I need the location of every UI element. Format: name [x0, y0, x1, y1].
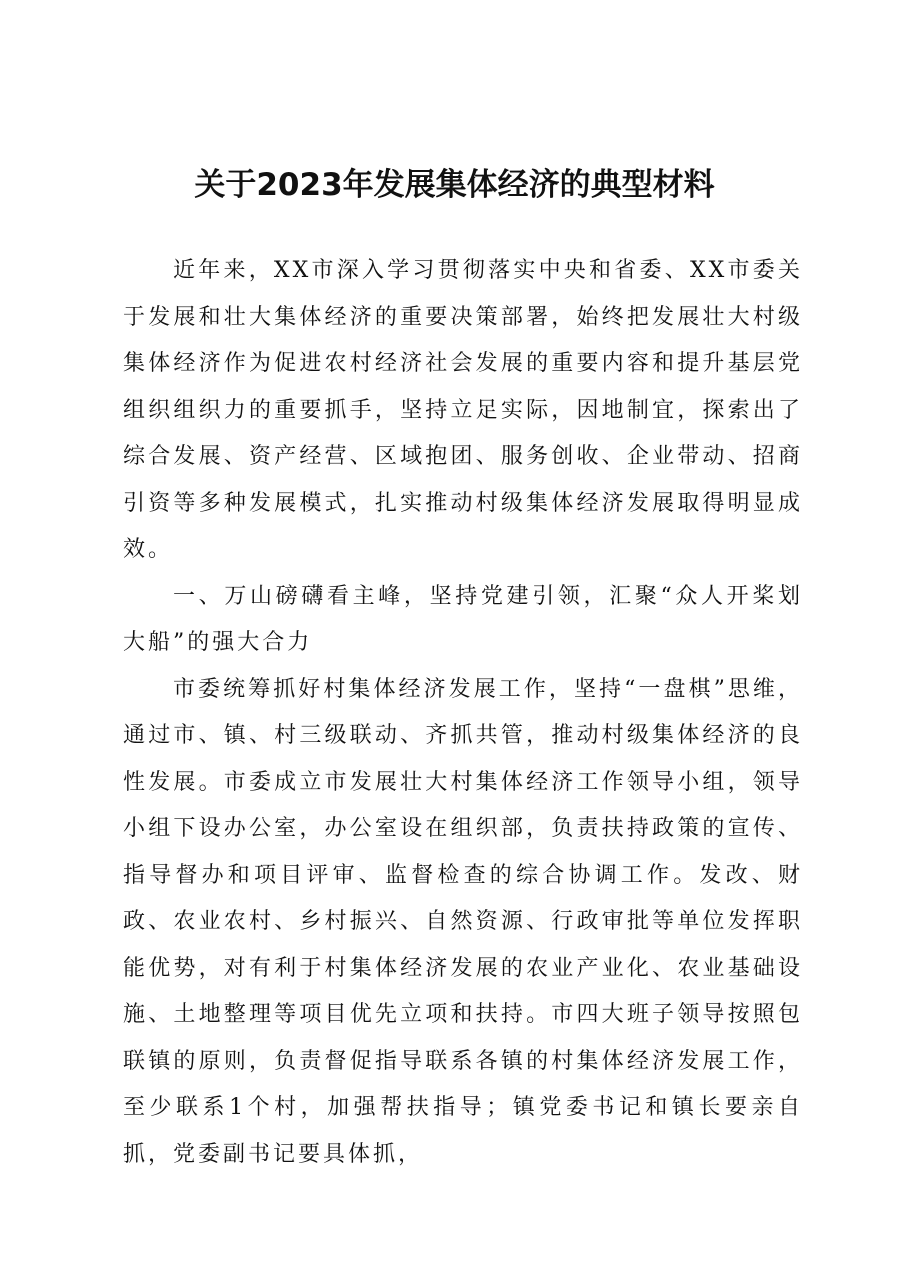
- document-title: 关于2023年发展集体经济的典型材料: [194, 167, 715, 203]
- paragraph-section-body: 市委统筹抓好村集体经济发展工作，坚持“一盘棋”思维，通过市、镇、村三级联动、齐抓共管，推动村级集体经济的良性发展。市委成立市发展壮大村集体经济工作领导小组，领导小组下设办公室，办公室设在组织部，负责扶持政策的宣传、指导督办和项目评审、监督检查的综合协调工作。发改、财政、农业农村、乡村振兴、自然资源、行政审批等单位发挥职能优势，对有利于村集体经济发展的农业产业化、农业基础设施、土地整理等项目优先立项和扶持。市四大班子领导按照包联镇的原则，负责督促指导联系各镇的村集体经济发展工作，至少联系1个村，加强帮扶指导；镇党委书记和镇长要亲自抓，党委副书记要具体抓，: [123, 676, 803, 1167]
- document-body: [123, 248, 803, 1178]
- paragraph-intro: 近年来，XX市深入学习贯彻落实中央和省委、XX市委关于发展和壮大集体经济的重要决策部署，始终把发展壮大村级集体经济作为促进农村经济社会发展的重要内容和提升基层党组织组织力的重要抓手，坚持立足实际，因地制宜，探索出了综合发展、资产经营、区域抱团、服务创收、企业带动、招商引资等多种发展模式，扎实推动村级集体经济发展取得明显成效。: [123, 258, 803, 562]
- paragraph-section-heading: 一、万山磅礴看主峰，坚持党建引领，汇聚“众人开桨划大船”的强大合力: [123, 583, 803, 655]
